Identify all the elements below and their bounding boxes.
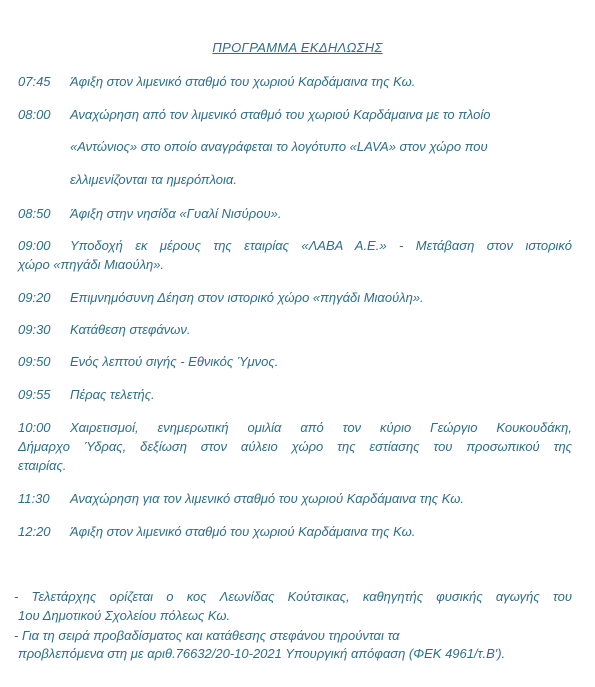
schedule-text: Επιμνημόσυνη Δέηση στον ιστορικό χώρο «πηγάδι Μιαούλη».: [70, 290, 424, 305]
schedule-time: 08:50: [18, 206, 51, 221]
schedule-text: Κατάθεση στεφάνων.: [70, 322, 191, 337]
schedule-time: 10:00: [18, 420, 51, 435]
schedule-text: Αναχώρηση από τον λιμενικό σταθμό του χωριού Καρδάμαινα με το πλοίο: [70, 107, 491, 122]
schedule-time: 09:50: [18, 354, 51, 369]
document-title: ΠΡΟΓΡΑΜΜΑ ΕΚΔΗΛΩΣΗΣ: [212, 40, 383, 55]
schedule-text: Πέρας τελετής.: [70, 387, 155, 402]
schedule-text: Αναχώρηση για τον λιμενικό σταθμό του χωριού Καρδάμαινα της Κω.: [70, 491, 464, 506]
footnote-text: - Για τη σειρά προβαδίσματος και κατάθεσης στεφάνου τηρούνται τα: [14, 628, 400, 643]
schedule-time: 09:55: [18, 387, 51, 402]
schedule-time: 11:30: [18, 491, 50, 506]
schedule-text: «Αντώνιος» στο οποίο αναγράφεται το λογότυπο «LAVA» στον χώρο που: [70, 139, 488, 154]
schedule-time: 09:30: [18, 322, 51, 337]
schedule-time: 07:45: [18, 74, 51, 89]
schedule-text: χώρο «πηγάδι Μιαούλη».: [18, 257, 165, 272]
schedule-text: Ενός λεπτού σιγής - Εθνικός Ύμνος.: [70, 354, 279, 369]
footnote-text: προβλεπόμενα στη με αριθ.76632/20-10-2021 Υπουργική απόφαση (ΦΕΚ 4961/τ.Β').: [18, 646, 506, 661]
schedule-time: 08:00: [18, 107, 51, 122]
schedule-text: εταιρίας.: [18, 458, 67, 473]
schedule-text: Χαιρετισμοί, ενημερωτική ομιλία από τον κύριο Γεώργιο Κουκουδάκη,: [70, 420, 572, 435]
schedule-text: Άφιξη στον λιμενικό σταθμό του χωριού Καρδάμαινα της Κω.: [70, 524, 416, 539]
schedule-time: 09:20: [18, 290, 51, 305]
schedule-text: Άφιξη στον λιμενικό σταθμό του χωριού Καρδάμαινα της Κω.: [70, 74, 416, 89]
schedule-time: 12:20: [18, 524, 51, 539]
schedule-time: 09:00: [18, 238, 51, 253]
footnote-text: - Τελετάρχης ορίζεται ο κος Λεωνίδας Κούτσικας, καθηγητής φυσικής αγωγής του: [14, 589, 572, 604]
schedule-text: Δήμαρχο Ύδρας, δεξίωση στον αύλειο χώρο της εστίασης του προσωπικού της: [18, 439, 572, 454]
schedule-text: Άφιξη στην νησίδα «Γυαλί Νισύρου».: [70, 206, 282, 221]
schedule-text: Υποδοχή εκ μέρους της εταιρίας «ΛΑΒΑ Α.Ε.» - Μετάβαση στον ιστορικό: [70, 238, 572, 253]
footnote-text: 1ου Δημοτικού Σχολείου πόλεως Κω.: [18, 608, 231, 623]
schedule-text: ελλιμενίζονται τα ημερόπλοια.: [70, 172, 237, 187]
